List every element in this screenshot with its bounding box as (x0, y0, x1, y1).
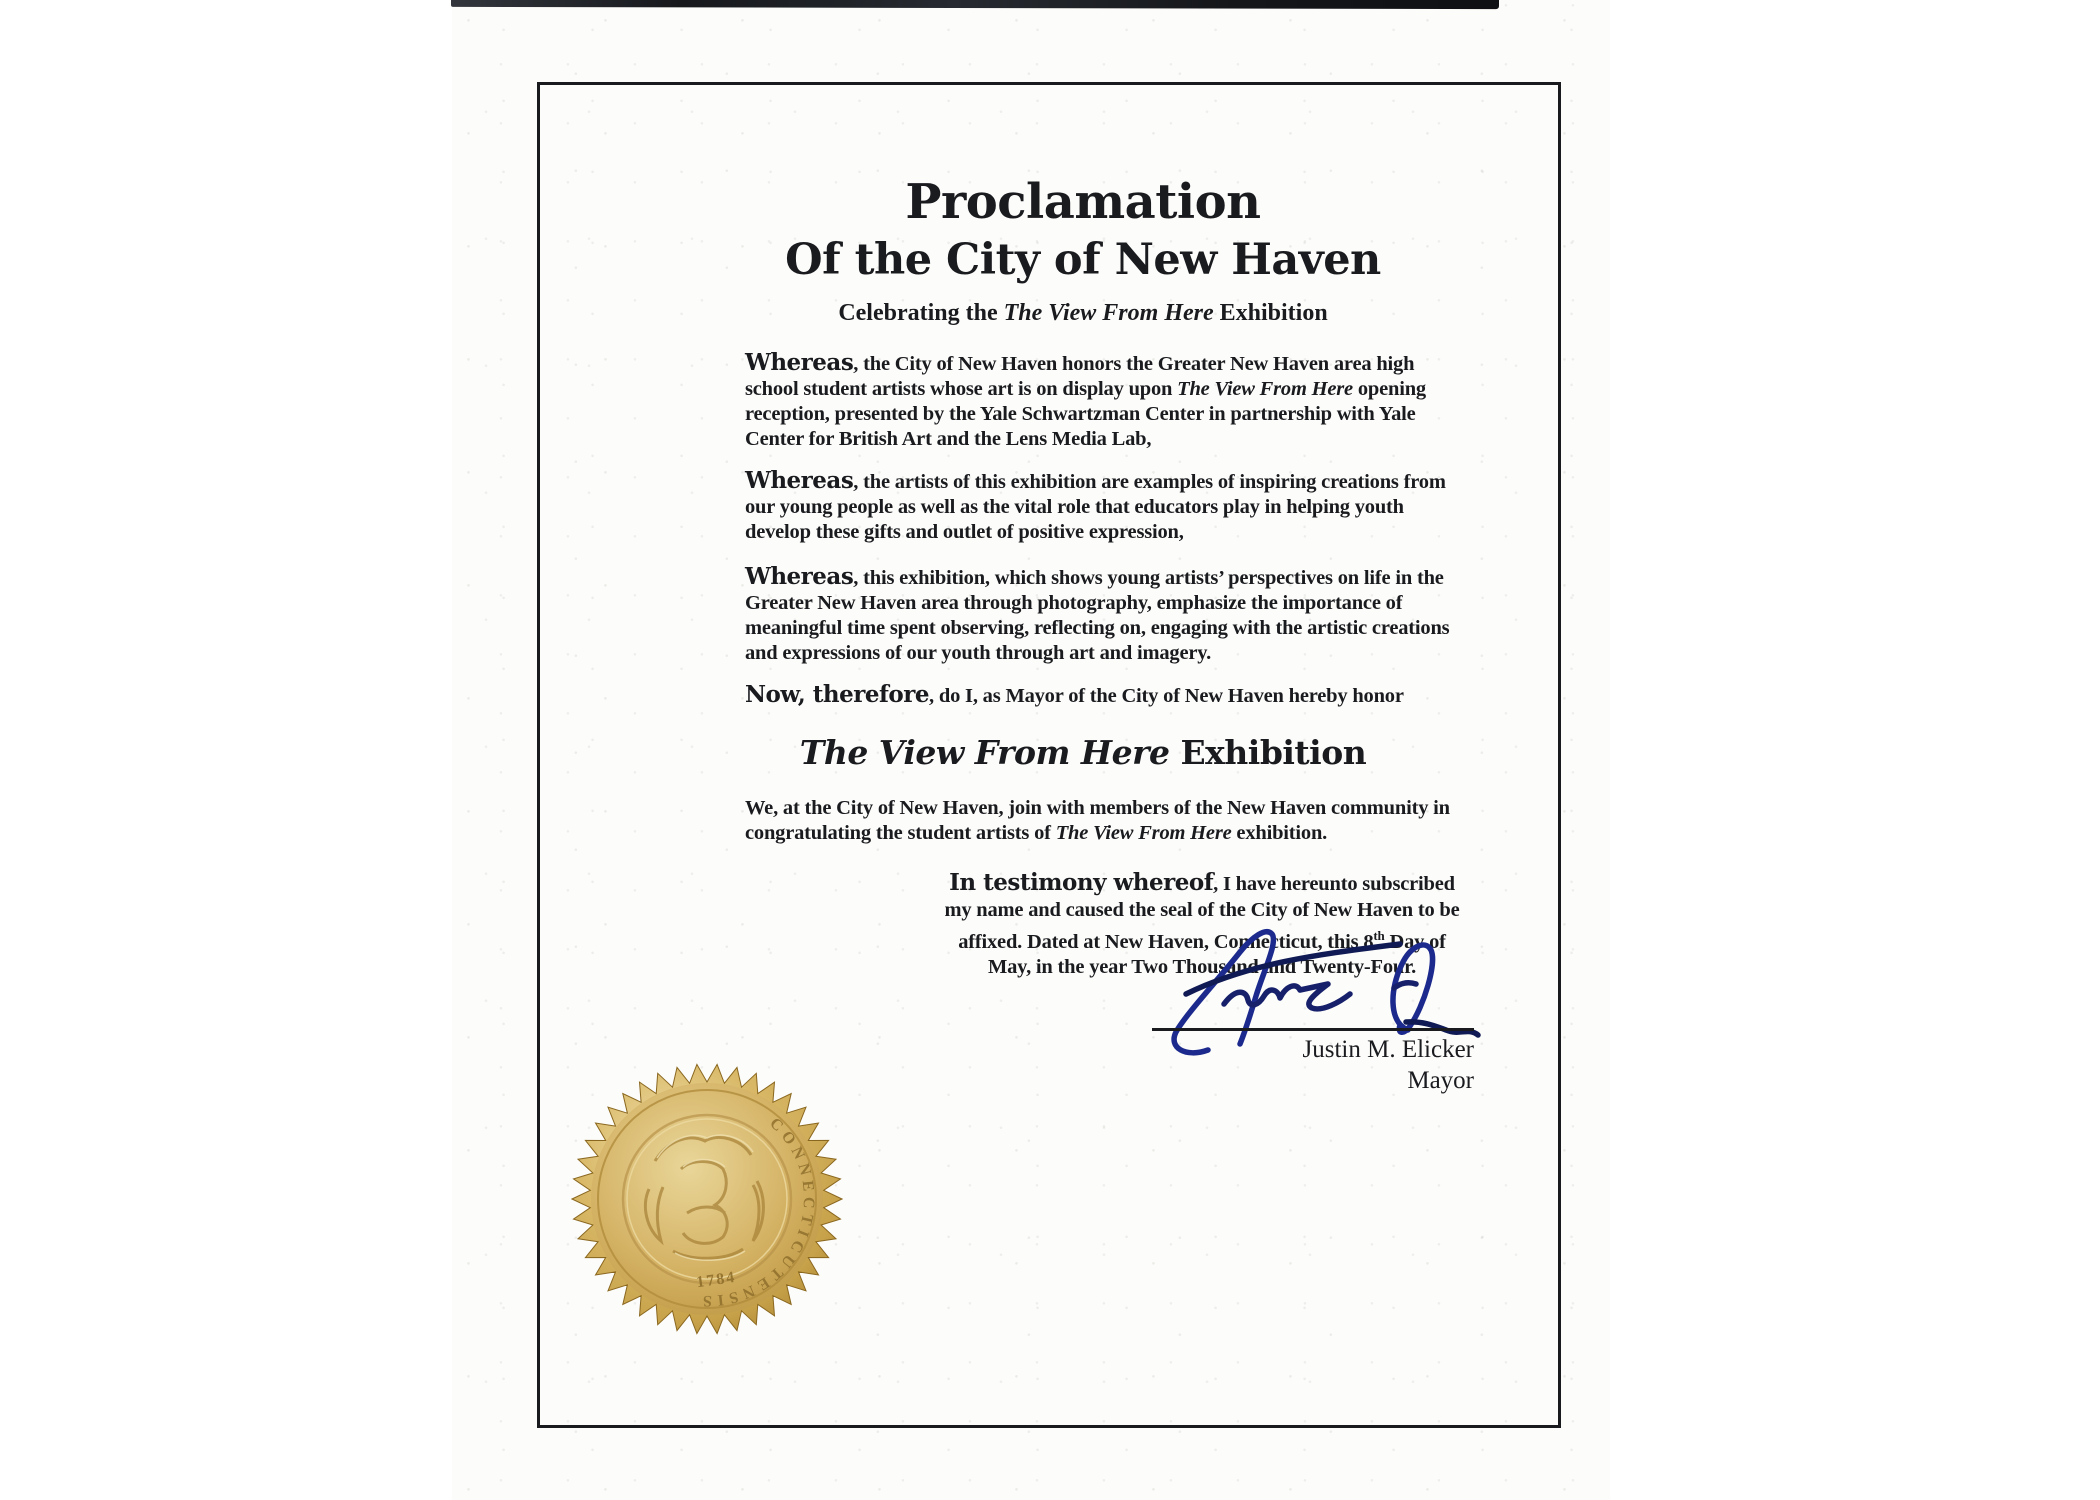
subtitle-exhibition-name: The View From Here (1003, 300, 1214, 326)
closing-paragraph (745, 796, 1469, 846)
seal-ring-text: CONNECTICUTENSIS (697, 1114, 818, 1310)
paragraph-1-exhibition-name: The View From Here (1177, 378, 1353, 400)
subtitle (745, 300, 1421, 327)
whereas-lead-3: Whereas (745, 563, 854, 590)
ordinal-superscript: th (1373, 928, 1385, 943)
page-title: Proclamation (905, 174, 1261, 230)
paragraph-1-text-2: opening reception, presented by the Yale Schwartzman Center in partnership with Yale Center for British Art and the Lens Media Lab, (745, 378, 1426, 450)
whereas-paragraph-2 (745, 468, 1469, 545)
testimony-lead: In testimony whereof (949, 869, 1214, 896)
paragraph-2-text: , the artists of this exhibition are examples of inspiring creations from our young people as well as the vital role that educators play in helping youth develop these gifts and outlet of positive expression, (745, 471, 1446, 543)
whereas-lead-2: Whereas (745, 467, 854, 494)
paragraph-1-text: , the City of New Haven honors the Greater New Haven area high school student artists whose art is on display upon (745, 353, 1415, 400)
subtitle-suffix: Exhibition (1213, 300, 1328, 326)
closing-text-2: exhibition. (1231, 822, 1328, 844)
testimony-text: , I have hereunto subscribed my name and caused the seal of the City of New Haven to be affixed. Dated at New Haven, Connecticut, this 8 (944, 873, 1460, 953)
now-therefore-lead: Now, therefore (745, 681, 930, 708)
now-therefore-clause (745, 682, 1469, 709)
signature-rule (1152, 1028, 1474, 1031)
testimony-text-2: Day of May, in the year Two Thousand and Twenty-Four. (987, 930, 1446, 979)
signer-title: Mayor (1407, 1067, 1474, 1094)
paragraph-3-text: , this exhibition, which shows young artists’ perspectives on life in the Greater New Haven area through photography, emphasize the importance of meaningful time spent observing, reflecting on, engaging with the artistic creations and expressions of our youth through art and imagery. (745, 567, 1450, 664)
whereas-paragraph-1 (745, 350, 1469, 452)
seal-year: 1784 (695, 1268, 738, 1292)
now-therefore-text: , do I, as Mayor of the City of New Haven hereby honor (929, 685, 1404, 707)
whereas-lead-1: Whereas (745, 349, 854, 376)
closing-exhibition-name: The View From Here (1055, 822, 1232, 844)
honoree-heading (745, 734, 1421, 772)
signer-name: Justin M. Elicker (1302, 1036, 1474, 1063)
city-seal (571, 1063, 843, 1335)
page-title-line2: Of the City of New Haven (785, 235, 1381, 285)
honoree-suffix: Exhibition (1169, 733, 1367, 772)
honoree-exhibition-name: The View From Here (799, 733, 1170, 772)
whereas-paragraph-3 (745, 564, 1469, 666)
subtitle-text: Celebrating the (838, 300, 1004, 326)
closing-text: We, at the City of New Haven, join with members of the New Haven community in congratulating the student artists of (745, 797, 1450, 844)
